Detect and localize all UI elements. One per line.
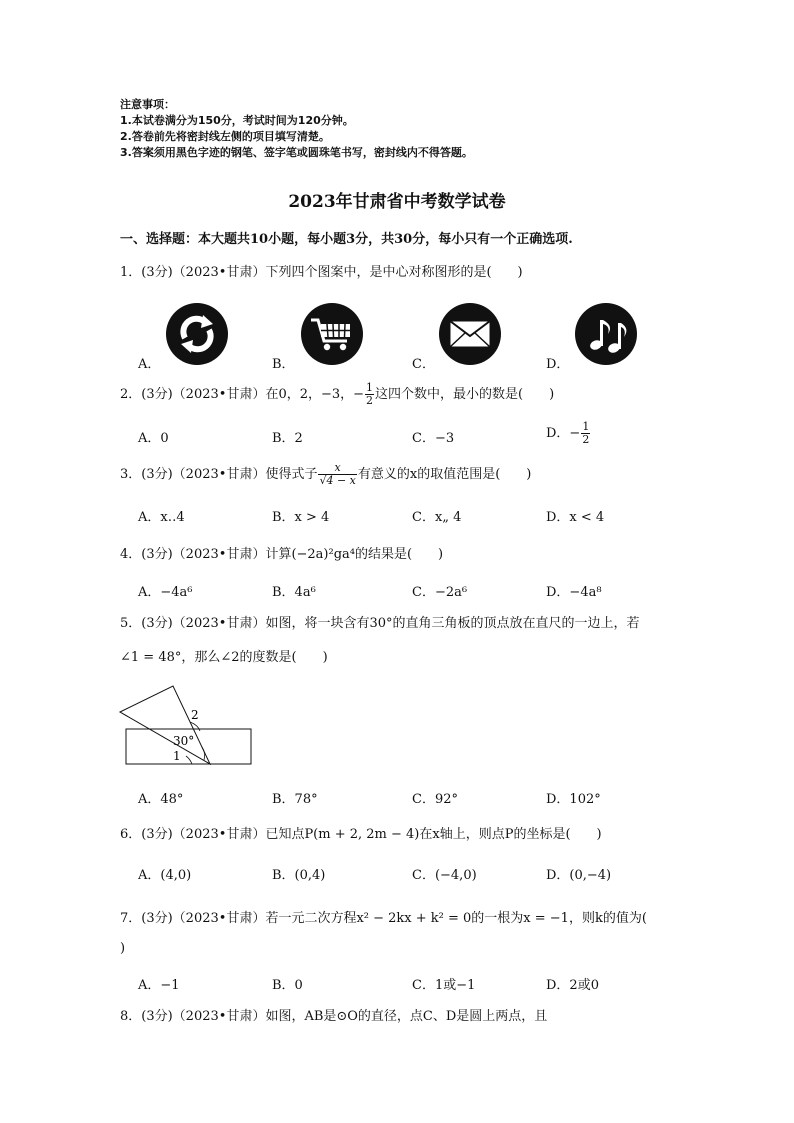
q2-frac-num: 1 <box>366 381 374 394</box>
q1-icon-c <box>439 303 501 365</box>
question-4-text: 4．(3分)（2023•甘肃）计算(−2a)²ga⁴的结果是( ) <box>120 547 444 562</box>
question-6-text: 6．(3分)（2023•甘肃）已知点P(m + 2, 2m − 4)在x轴上，则点P的坐标是( ) <box>120 827 602 842</box>
notice-item-1: 1.本试卷满分为150分，考试时间为120分钟。 <box>120 114 354 127</box>
q6-option-c: C．(−4,0) <box>412 868 477 883</box>
q5-option-b: B．78° <box>272 792 318 807</box>
question-2-text <box>120 382 554 407</box>
question-1-text: 1．(3分)（2023•甘肃）下列四个图案中，是中心对称图形的是( ) <box>120 265 523 280</box>
section-heading: 一、选择题：本大题共10小题，每小题3分，共30分，每小只有一个正确选项. <box>120 232 573 247</box>
q2-option-c: C．−3 <box>412 431 455 446</box>
q3-suffix: 有意义的x的取值范围是( ) <box>357 467 532 482</box>
q2-option-d-label: D．− <box>546 426 581 441</box>
question-5-line-2: ∠1 = 48°，那么∠2的度数是( ) <box>120 650 328 665</box>
q2-prefix: 2．(3分)（2023•甘肃）在0，2，−3，− <box>120 387 365 402</box>
angle-30-label: 30° <box>173 734 195 748</box>
q3-option-b: B．x > 4 <box>272 510 330 525</box>
q2-opt-d-num: 1 <box>582 420 590 433</box>
q1-icon-b <box>301 303 363 365</box>
q3-fraction <box>318 462 356 487</box>
q1-icon-a <box>166 303 228 365</box>
q2-fraction <box>365 382 374 407</box>
angle-1-label: 1 <box>173 749 181 763</box>
q4-option-c: C．−2a⁶ <box>412 585 468 600</box>
q3-frac-den: √4 − x <box>319 474 356 487</box>
envelope-icon <box>439 303 501 365</box>
q1-option-b: B． <box>272 357 295 372</box>
q2-frac-den: 2 <box>366 394 374 407</box>
q5-option-c: C．92° <box>412 792 458 807</box>
q1-option-c: C． <box>412 357 435 372</box>
q1-icon-d <box>575 303 637 365</box>
q6-option-d: D．(0,−4) <box>546 868 612 883</box>
q2-option-d <box>546 421 591 446</box>
q2-suffix: 这四个数中，最小的数是( ) <box>375 387 555 402</box>
q6-option-a: A．(4,0) <box>138 868 192 883</box>
q7-option-a: A．−1 <box>138 978 180 993</box>
question-8-text: 8．(3分)（2023•甘肃）如图，AB是⊙O的直径，点C、D是圆上两点，且 <box>120 1009 548 1024</box>
question-7-line-1: 7．(3分)（2023•甘肃）若一元二次方程x² − 2kx + k² = 0的一根为x = −1，则k的值为( <box>120 911 647 926</box>
angle-1-arc <box>186 756 192 764</box>
q3-option-d: D．x < 4 <box>546 510 605 525</box>
q1-option-a: A． <box>138 357 161 372</box>
q3-option-a: A．x‥4 <box>138 510 185 525</box>
q3-option-c: C．x„ 4 <box>412 510 462 525</box>
q4-option-d: D．−4a⁸ <box>546 585 602 600</box>
angle-2-arc <box>190 722 200 731</box>
page-title: 2023年甘肃省中考数学试卷 <box>288 192 506 212</box>
q5-ruler-triangle-figure <box>118 685 258 770</box>
recycle-arrows-icon <box>166 303 228 365</box>
notice-block <box>120 97 473 161</box>
q5-option-a: A．48° <box>138 792 184 807</box>
shopping-cart-icon <box>301 303 363 365</box>
q4-option-a: A．−4a⁶ <box>138 585 193 600</box>
question-5-line-1: 5．(3分)（2023•甘肃）如图，将一块含有30°的直角三角板的顶点放在直尺的一边上，若 <box>120 616 640 631</box>
q6-option-b: B．(0,4) <box>272 868 326 883</box>
q2-option-a: A．0 <box>138 431 169 446</box>
q7-option-b: B．0 <box>272 978 303 993</box>
q4-option-b: B．4a⁶ <box>272 585 316 600</box>
angle-2-label: 2 <box>191 708 199 722</box>
notice-heading: 注意事项： <box>120 98 175 111</box>
q3-frac-num: x <box>318 462 356 475</box>
music-notes-icon <box>575 303 637 365</box>
question-7-line-2: ) <box>120 941 126 956</box>
q1-option-d: D． <box>546 357 570 372</box>
question-3-text <box>120 462 531 487</box>
notice-item-2: 2.答卷前先将密封线左侧的项目填写清楚。 <box>120 130 330 143</box>
q2-option-b: B．2 <box>272 431 303 446</box>
q7-option-c: C．1或−1 <box>412 978 476 993</box>
q5-option-d: D．102° <box>546 792 601 807</box>
q2-option-d-fraction <box>581 421 590 446</box>
q7-option-d: D．2或0 <box>546 978 599 993</box>
triangle <box>120 686 210 764</box>
notice-item-3: 3.答案须用黑色字迹的钢笔、签字笔或圆珠笔书写，密封线内不得答题。 <box>120 146 473 159</box>
q2-opt-d-den: 2 <box>582 433 590 446</box>
q3-prefix: 3．(3分)（2023•甘肃）使得式子 <box>120 467 318 482</box>
